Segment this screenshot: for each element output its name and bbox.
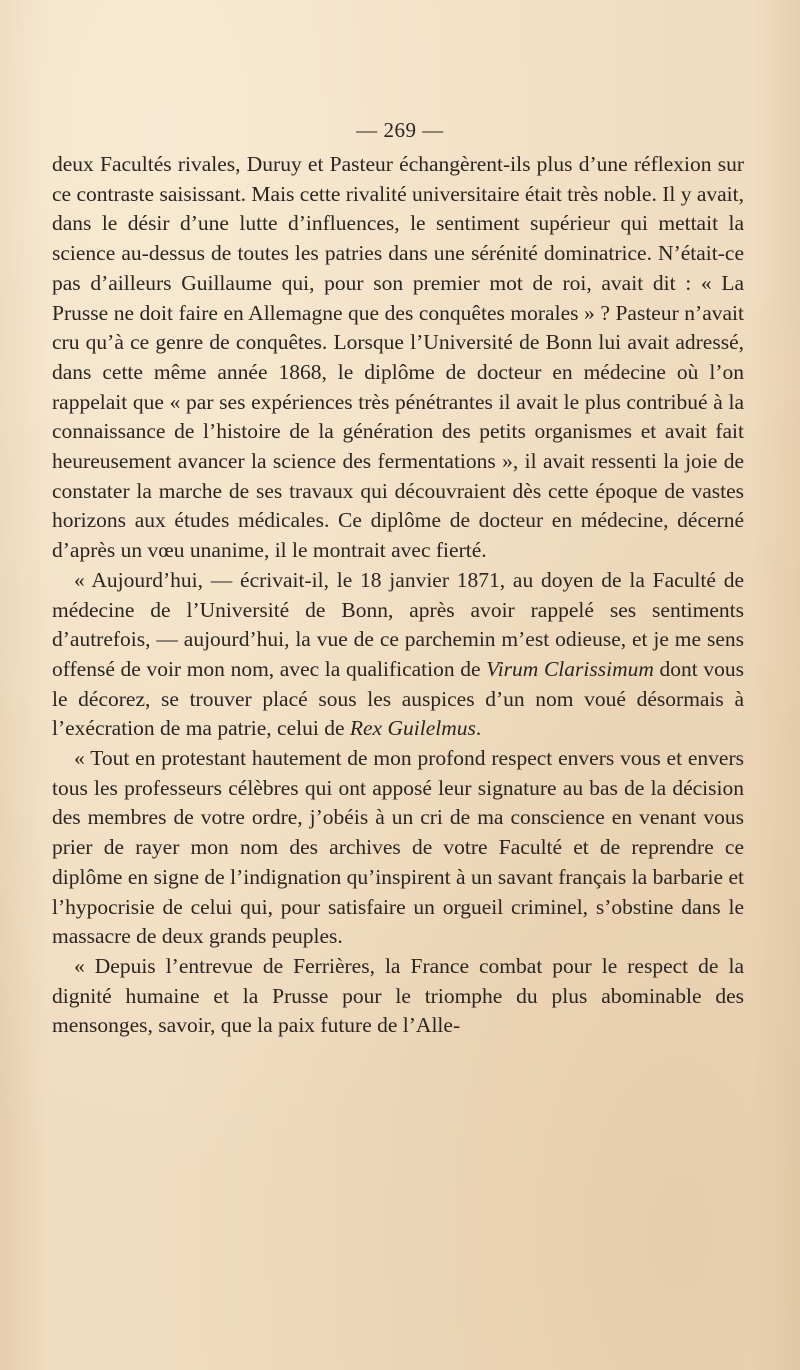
text-run: dont vous le décorez, se trouver placé sous les auspices d’un nom voué désormais à l’exécration de ma patrie, celui de	[52, 656, 744, 741]
paragraph: « Depuis l’entrevue de Ferrières, la France combat pour le respect de la dignité humaine et la Prusse pour le triomphe du plus abominable des mensonges, savoir, que la paix future de l’Alle-	[52, 953, 744, 1038]
paragraph-letter-quote	[52, 566, 744, 744]
paragraph: « Tout en protestant hautement de mon profond respect envers vous et envers tous les professeurs célèbres qui ont apposé leur signature au bas de la décision des membres de votre ordre, j’obéis à un cri de ma conscience en venant vous prier de rayer mon nom des archives de votre Faculté et de reprendre ce diplôme en signe de l’indignation qu’inspirent à un savant français la barbarie et l’hypocrisie de celui qui, pour satisfaire un orgueil criminel, s’obstine dans le massacre de deux grands peuples.	[52, 746, 744, 949]
body-text	[52, 150, 744, 1041]
text-run: .	[475, 716, 482, 741]
page-number: — 269 —	[356, 118, 444, 142]
text-run: « Aujourd’hui, — écrivait-il, le 18 janvier 1871, au doyen de la Faculté de médecine de l’Université de Bonn, après avoir rappelé ses sentiments d’autrefois, — aujourd’hui, la vue de ce parchemin m’est odieuse, et je me sens offensé de voir mon nom, avec la qualification de	[52, 567, 744, 681]
paragraph: deux Facultés rivales, Duruy et Pasteur échangèrent-ils plus d’une réflexion sur ce contraste saisissant. Mais cette rivalité universitaire était très noble. Il y avait, dans le désir d’une lutte d’influences, le sentiment supérieur qui mettait la science au-dessus de toutes les patries dans une sérénité dominatrice. N’était-ce pas d’ailleurs Guillaume qui, pour son premier mot de roi, avait dit : « La Prusse ne doit faire en Allemagne que des conquêtes morales » ? Pasteur n’avait cru qu’à ce genre de conquêtes. Lorsque l’Université de Bonn lui avait adressé, dans cette même année 1868, le diplôme de docteur en médecine où l’on rappelait que « par ses expériences très pénétrantes il avait le plus contribué à la connaissance de l’histoire de la génération des petits organismes et avait fait heureusement avancer la science des fermentations », il avait ressenti la joie de constater la marche de ses travaux qui découvraient dès cette époque de vastes horizons aux études médicales. Ce diplôme de docteur en médecine, décerné d’après un vœu unanime, il le montrait avec fierté.	[52, 152, 744, 563]
italic-phrase: Virum Clarissimum	[486, 656, 654, 681]
italic-phrase: Rex Guilelmus	[349, 716, 476, 741]
